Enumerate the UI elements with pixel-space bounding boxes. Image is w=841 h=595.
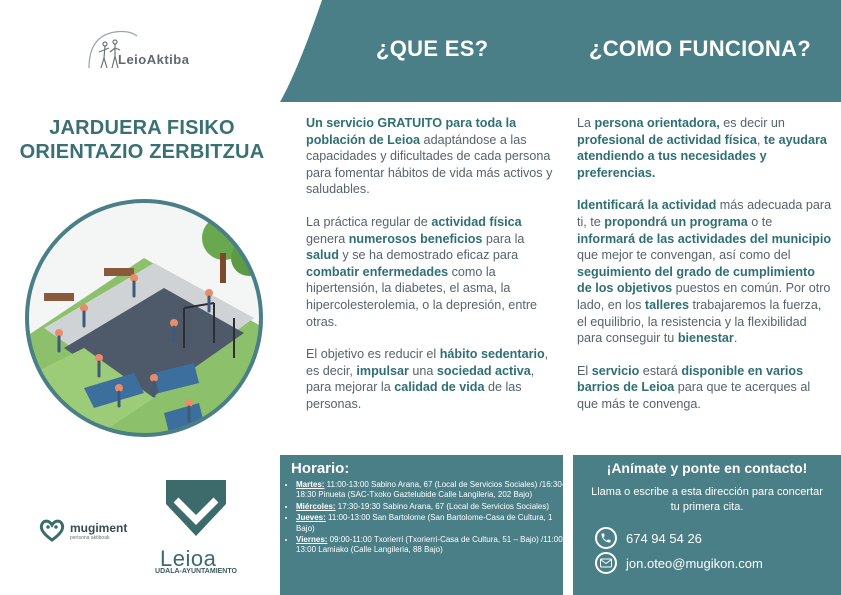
como-funciona-paragraph-1 xyxy=(577,115,832,181)
horario-item xyxy=(296,535,568,556)
horario-day: Miércoles: xyxy=(296,501,336,511)
horario-item xyxy=(296,502,568,512)
emphasis-text: propondrá un programa xyxy=(604,214,748,229)
contact-title: ¡Anímate y ponte en contacto! xyxy=(606,460,808,476)
body-text: o te xyxy=(747,214,773,229)
mugiment-logo-text: mugiment xyxy=(70,521,128,535)
horario-list xyxy=(286,480,568,557)
emphasis-text: seguimiento del grado de cumplimiento de los objetivos xyxy=(577,264,815,296)
como-funciona-paragraph-2 xyxy=(577,197,832,346)
body-text: más adecuada para ti, te xyxy=(577,198,832,229)
que-es-column xyxy=(306,115,556,429)
body-text: genera xyxy=(306,231,349,246)
horario-title: Horario: xyxy=(291,460,350,477)
emphasis-text: salud xyxy=(306,248,339,263)
emphasis-text: disponible en varios barrios de Leioa xyxy=(577,363,804,395)
leioaktiba-logo-text: LeioAktiba xyxy=(118,52,190,67)
horario-text: 11:00-13:00 Sabino Arana, 67 (Local de Servicios Sociales) /16:30-18:30 Pinueta (SAC-Txoko Gaztelubide Calle Langileria, 202 Bajo) xyxy=(296,480,565,500)
body-text: La xyxy=(577,116,595,130)
body-text: como la hipertensión, la diabetes, el asma, la hipercolesterolemia, o la depresión, entre otras. xyxy=(306,264,538,329)
horario-text: 09:00-11:00 Txorierri (Txorierri-Casa de Cultura, 51 – Bajo) /11:00-13:00 Lamiako (Calle Langileria, 88 Bajo) xyxy=(296,535,566,555)
body-text: una xyxy=(408,363,437,378)
emphasis-text: Un servicio GRATUITO para toda la población de Leioa xyxy=(306,116,517,147)
horario-text: 17:30-19:30 Sabino Arana, 67 (Local de Servicios Sociales) xyxy=(335,501,550,511)
email-address[interactable]: jon.oteo@mugikon.com xyxy=(626,555,763,571)
leioa-logo-text: Leioa xyxy=(160,546,217,571)
horario-item xyxy=(296,513,568,534)
emphasis-text: Identificará la actividad xyxy=(577,198,717,213)
body-text: para la xyxy=(482,231,525,246)
emphasis-text: combatir enfermedades xyxy=(306,264,449,279)
body-text: estará xyxy=(639,363,682,378)
contact-panel xyxy=(573,455,841,595)
body-text: , xyxy=(756,132,764,147)
emphasis-text: sociedad activa xyxy=(436,363,531,378)
header-que-es: ¿QUE ES? xyxy=(376,36,489,61)
service-title xyxy=(0,116,284,164)
body-text: . xyxy=(733,331,738,346)
body-text: El xyxy=(577,363,592,378)
emphasis-text: informará de las actividades del municipio xyxy=(577,231,832,246)
emphasis-text: actividad física xyxy=(431,214,522,229)
envelope-icon xyxy=(595,552,617,574)
horario-panel xyxy=(280,455,566,595)
emphasis-text: te ayudara atendiendo a tus necesidades y preferencias. xyxy=(577,132,827,180)
que-es-paragraph-1 xyxy=(306,115,556,198)
que-es-paragraph-2 xyxy=(306,214,556,330)
body-text: , es decir, xyxy=(306,347,549,378)
emphasis-text: profesional de actividad física xyxy=(577,132,757,147)
email-row[interactable] xyxy=(595,552,763,574)
mugiment-logo-subtext: pertsona aktiboak xyxy=(70,535,110,541)
emphasis-text: numerosos beneficios xyxy=(348,231,483,246)
phone-row[interactable] xyxy=(595,527,702,549)
service-title-line1: JARDUERA FISIKO xyxy=(49,117,235,139)
horario-item xyxy=(296,480,568,501)
body-text: y se ha demostrado eficaz para xyxy=(338,248,519,263)
que-es-paragraph-3 xyxy=(306,346,556,412)
emphasis-text: bienestar xyxy=(677,331,734,346)
horario-day: Martes: xyxy=(296,480,325,489)
service-title-line2: ORIENTAZIO ZERBITZUA xyxy=(19,141,265,163)
body-text: adaptándose a las capacidades y dificultades de cada persona para fomentar hábitos de vida más activos y saludables. xyxy=(306,132,553,197)
body-text: puestos en común. Por otro lado, en los xyxy=(577,281,831,312)
contact-description: Llama o escribe a esta dirección para concertar tu primera cita. xyxy=(591,486,823,513)
body-text: es decir un xyxy=(719,116,785,130)
como-funciona-paragraph-3 xyxy=(577,363,832,413)
emphasis-text: hábito sedentario xyxy=(439,347,545,362)
horario-day: Jueves: xyxy=(296,513,326,523)
body-text: de las personas. xyxy=(306,380,522,411)
horario-day: Viernes: xyxy=(296,535,328,545)
emphasis-text: impulsar xyxy=(356,363,409,378)
emphasis-text: persona orientadora, xyxy=(594,116,720,130)
body-text: trabajaremos la fuerza, el equilibrio, la resistencia y la flexibilidad para conseguir tu xyxy=(577,297,822,346)
leioa-logo-subtext: UDALA-AYUNTAMIENTO xyxy=(155,568,237,575)
phone-number[interactable]: 674 94 54 26 xyxy=(626,530,702,546)
emphasis-text: servicio xyxy=(591,363,640,378)
emphasis-text: calidad de vida xyxy=(394,380,485,395)
phone-icon xyxy=(595,527,617,549)
body-text: , para mejorar la xyxy=(306,363,535,395)
horario-text: 11:00-13:00 San Bartolome (San Bartolome-Casa de Cultura, 1 Bajo) xyxy=(296,513,553,533)
body-text: para que te acerques al que más te convenga. xyxy=(577,380,811,411)
body-text: La práctica regular de xyxy=(306,214,432,229)
como-funciona-column xyxy=(577,115,832,429)
header-como-funciona: ¿COMO FUNCIONA? xyxy=(589,36,812,61)
body-text: El objetivo es reducir el xyxy=(306,347,440,362)
emphasis-text: talleres xyxy=(644,297,690,312)
outdoor-exercise-park-illustration xyxy=(24,198,264,438)
body-text: que mejor te convengan, así como del xyxy=(577,248,791,263)
